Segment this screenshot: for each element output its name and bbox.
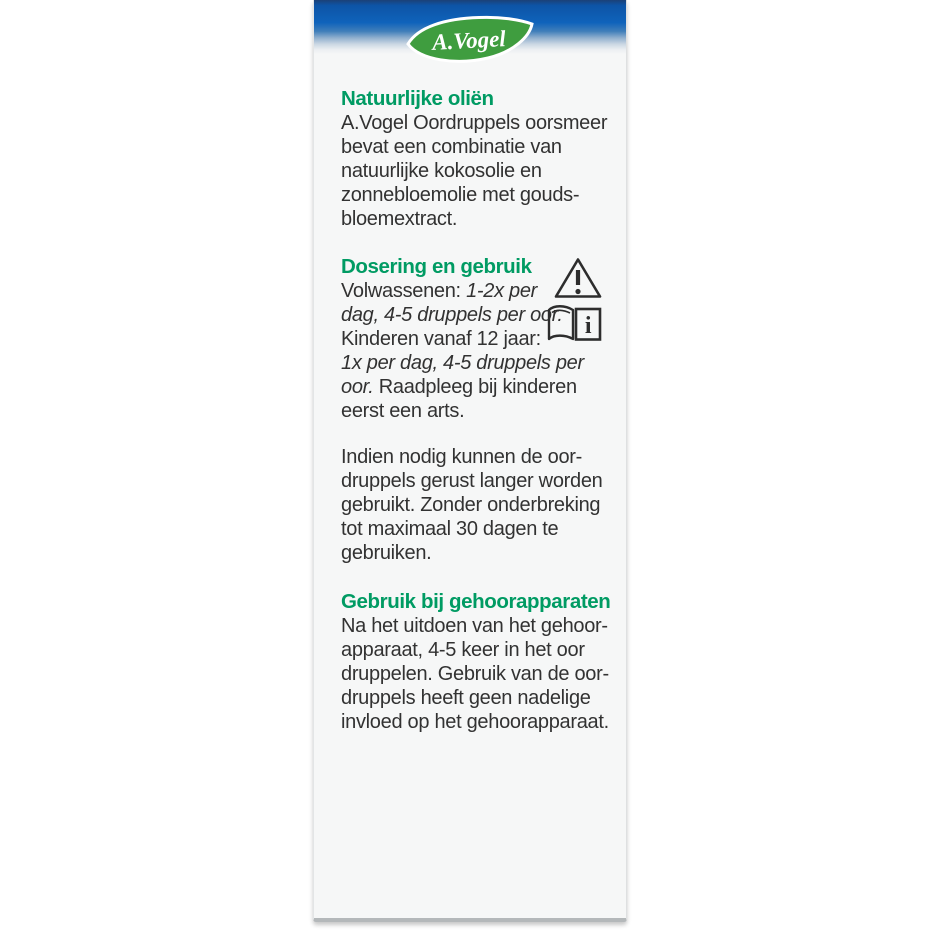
- text-line: bevat een combinatie van: [341, 136, 562, 158]
- consult-booklet-icon: [546, 302, 603, 346]
- brand-logo: [405, 11, 535, 69]
- product-box-panel: [313, 0, 627, 922]
- section-duration: [341, 445, 617, 565]
- text-line: zonnebloemolie met gouds-: [341, 184, 580, 206]
- italic-text-segment: 1x per dag, 4-5 druppels per: [341, 352, 584, 374]
- italic-text-segment: dag, 4-5 druppels per oor.: [341, 304, 563, 326]
- text-line: Indien nodig kunnen de oor-: [341, 446, 582, 468]
- section-body: [341, 111, 617, 231]
- text-line: gebruiken.: [341, 542, 432, 564]
- italic-text-segment: 1-2x per: [466, 280, 538, 302]
- text-line: bloemextract.: [341, 208, 458, 230]
- text-line: tot maximaal 30 dagen te: [341, 518, 559, 540]
- text-segment: eerst een arts.: [341, 400, 465, 422]
- text-line: druppels heeft geen nadelige: [341, 687, 591, 709]
- section-dosage: [341, 255, 617, 423]
- panel-text-content: [341, 87, 617, 734]
- section-heading: Natuurlijke oliën: [341, 87, 494, 110]
- booklet-i-glyph: i: [584, 313, 592, 339]
- text-line: Na het uitdoen van het gehoor-: [341, 615, 608, 637]
- section-heading: Dosering en gebruik: [341, 255, 532, 278]
- text-line: A.Vogel Oordruppels oorsmeer: [341, 112, 608, 134]
- text-line: [341, 399, 617, 423]
- text-line: [341, 375, 617, 399]
- text-line: druppelen. Gebruik van de oor-: [341, 663, 609, 685]
- italic-text-segment: oor.: [341, 376, 374, 398]
- text-line: druppels gerust langer worden: [341, 470, 603, 492]
- section-body: [341, 279, 617, 423]
- warning-triangle-icon: [553, 256, 603, 300]
- text-line: apparaat, 4-5 keer in het oor: [341, 639, 585, 661]
- text-line: gebruikt. Zonder onderbreking: [341, 494, 601, 516]
- section-body: [341, 445, 617, 565]
- text-segment: Volwassenen:: [341, 280, 467, 302]
- brand-logo-text: A.Vogel: [431, 26, 507, 55]
- text-line: natuurlijke kokosolie en: [341, 160, 542, 182]
- section-natural-oils: [341, 87, 617, 231]
- section-heading: Gebruik bij gehoorapparaten: [341, 590, 611, 613]
- text-segment: Raadpleeg bij kinderen: [373, 376, 577, 398]
- section-hearing-aids: [341, 590, 617, 734]
- text-line: invloed op het gehoorapparaat.: [341, 711, 609, 733]
- section-body: [341, 614, 617, 734]
- text-segment: Kinderen vanaf 12 jaar:: [341, 328, 541, 350]
- text-line: [341, 351, 617, 375]
